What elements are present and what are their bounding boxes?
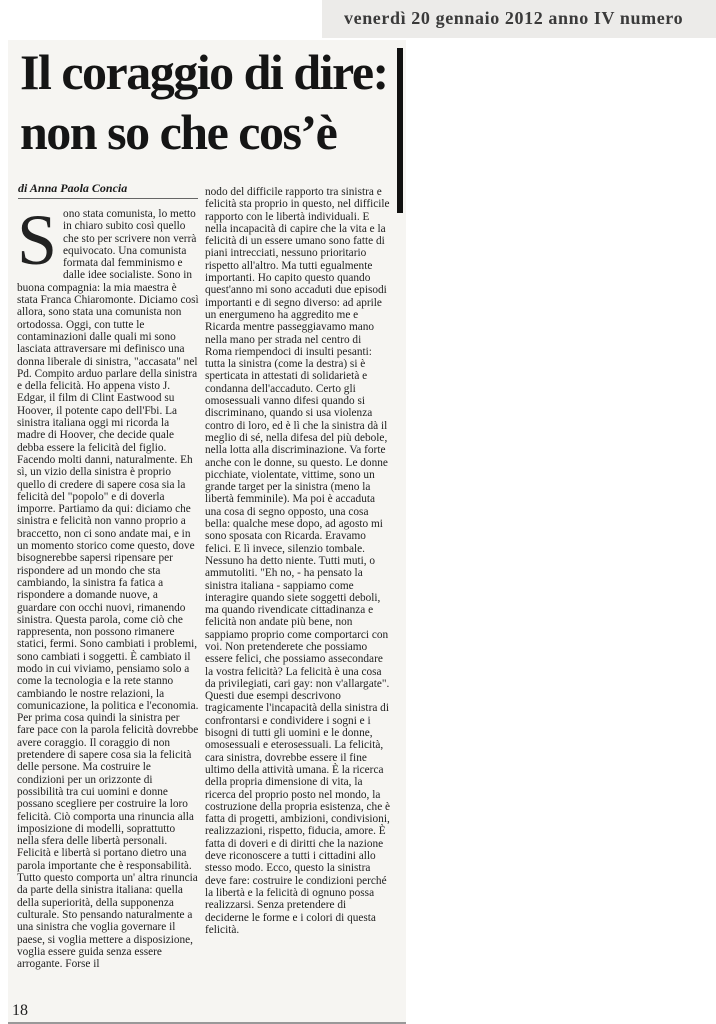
column-1-text: ono stata comunista, lo metto in chiaro subito così quello che sto per scrivere non verrà equivocato. Una comunista formata dal femminismo e dalle idee socialiste. Sono in buona compagnia: la mia maestra è stata Franca Chiaromonte. Diciamo così allora, sono stata una comunista non ortodossa. Oggi, con tutte le contaminazioni dalle quali mi sono lasciata attraversare mi definisco una donna liberale di sinistra, "accasata" nel Pd. Compito arduo parlare della sinistra e della felicità. Ho appena visto J. Edgar, il film di Clint Eastwood su Hoover, il potente capo dell'Fbi. La sinistra italiana oggi mi ricorda la madre di Hoover, che decide quale debba essere la felicità del figlio. Facendo molti danni, naturalmente. Eh sì, un vizio della sinistra è proprio quello di credere di sapere cosa sia la felicità del "popolo" e di doverla imporre. Partiamo da qui: diciamo che sinistra e felicità non vanno proprio a braccetto, non ci sono andate mai, e in un momento storico come questo, dove bisognerebbe sapersi ripensare per rispondere ad un mondo che sta cambiando, la sinistra fa fatica a rispondere a domande nuove, a guardare con occhi nuovi, rimanendo sinistra. Questa parola, come ciò che rappresenta, non possono rimanere statici, fermi. Sono cambiati i problemi, sono cambiati i soggetti. È cambiato il modo in cui viviamo, pensiamo solo a come la tecnologia e la rete stanno cambiando le nostre relazioni, la comunicazione, la politica e l'economia. Per prima cosa quindi la sinistra per fare pace con la parola felicità dovrebbe avere coraggio. Il coraggio di non pretendere di sapere cosa sia la felicità delle persone. Ma costruire le condizioni per un orizzonte di possibilità tra cui uomini e donne possano scegliere per costruire la loro felicità. Ciò comporta una rinuncia alla imposizione di modelli, soprattutto nella sfera delle libertà personali. Felicità e libertà si portano dietro una parola importante che è responsabilità. Tutto questo comporta un' altra rinuncia da parte della sinistra italiana: quella della superiorità, della supponenza culturale. Sto pensando naturalmente a una sinistra che voglia governare il paese, si voglia mettere a disposizione, voglia essere guida senza essere arrogante. Forse il <box>17 208 199 971</box>
headline-vertical-rule <box>397 48 403 213</box>
newspaper-masthead <box>322 0 716 38</box>
page-number: 18 <box>12 1002 28 1019</box>
byline-prefix: di <box>18 181 28 195</box>
byline <box>18 181 198 199</box>
article-clipping <box>8 40 406 1024</box>
author-name: Anna Paola Concia <box>29 181 128 195</box>
column-2-text: nodo del difficile rapporto tra sinistra e felicità sta proprio in questo, nel difficile rapporto con le libertà individuali. E nella incapacità di capire che la vita e la felicità di un essere umano sono fatte di piani intrecciati, nessuno prioritario rispetto all'altro. Ma tutti egualmente importanti. Ho capito questo quando quest'anno mi sono accaduti due episodi importanti e di segno diverso: ad aprile un energumeno ha aggredito me e Ricarda mentre passeggiavamo mano nella mano per strada nel centro di Roma riempendoci di insulti pesanti: tutta la sinistra (come la destra) si è sperticata in attestati di solidarietà e condanna dell'accaduto. Certo gli omosessuali vanno difesi quando si discriminano, quando si usa violenza contro di loro, ed è lì che la sinistra dà il meglio di sé, nella difesa del più debole, nella lotta alla discriminazione. Va forte anche con le donne, su questo. Le donne picchiate, violentate, vittime, sono un grande target per la sinistra (meno la libertà femminile). Ma poi è accaduta una cosa di segno opposto, una cosa bella: qualche mese dopo, ad agosto mi sono sposata con Ricarda. Eravamo felici. E lì invece, silenzio tombale. Nessuno ha detto niente. Tutti muti, o ammutoliti. "Eh no, - ha pensato la sinistra italiana - sappiamo come interagire quando siete soggetti deboli, ma quando rivendicate cittadinanza e felicità non andate più bene, non sappiamo proprio come comportarci con voi. Non pretenderete che possiamo essere felici, che possiamo assecondare la vostra felicità? La felicità è una cosa da privilegiati, cari gay: non v'allargate". Questi due esempi descrivono tragicamente l'incapacità della sinistra di confrontarsi e condividere i sogni e i bisogni di tutti gli uomini e le donne, omosessuali e eterosessuali. La felicità, cara sinistra, dovrebbe essere il fine ultimo della attività umana. È la ricerca della propria dimensione di vita, la ricerca del proprio posto nel mondo, la costruzione della propria esistenza, che è fatta di progetti, ambizioni, condivisioni, realizzazioni, rispetto, fiducia, amore. È fatta di doveri e di diritti che la nazione deve riconoscere a tutti i cittadini allo stesso modo. Ecco, questo la sinistra deve fare: costruire le condizioni perché la libertà e la felicità di ognuno possa realizzarsi. Senza pretendere di deciderne le forme e i colori di questa felicità. <box>205 186 391 936</box>
article-column-1 <box>17 208 199 994</box>
issue-date-line: venerdì 20 gennaio 2012 anno IV numero <box>344 8 684 28</box>
article-column-2 <box>205 186 391 946</box>
drop-cap: S <box>17 208 58 280</box>
article-headline: Il coraggio di dire: non so che cos’è <box>20 44 388 160</box>
